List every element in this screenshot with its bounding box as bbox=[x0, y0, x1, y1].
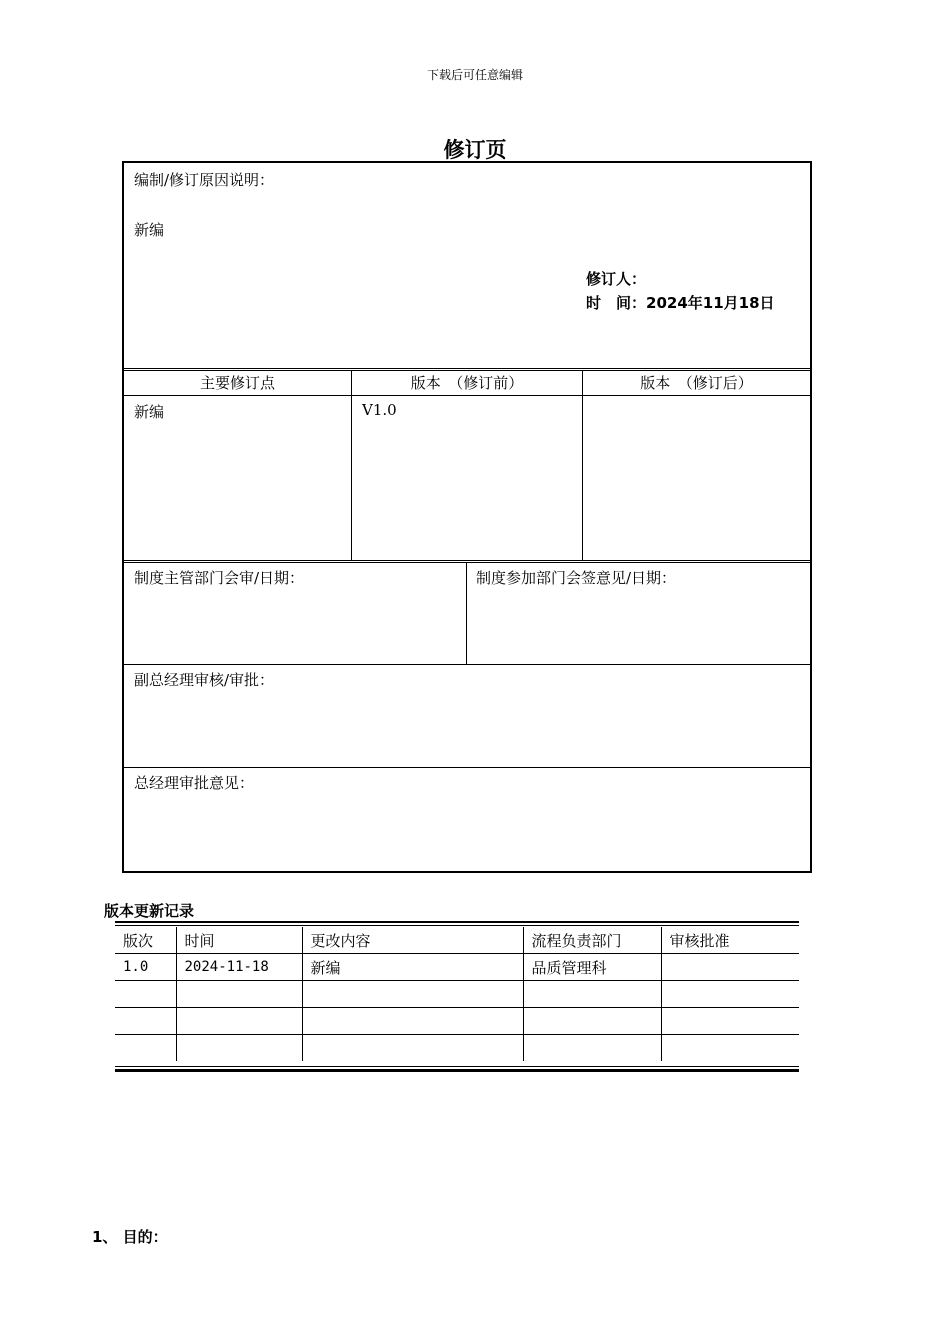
version-record-table bbox=[115, 927, 799, 1061]
time-label: 时 间： bbox=[586, 294, 647, 312]
reason-label: 编制/修订原因说明： bbox=[134, 171, 275, 189]
col-divider bbox=[351, 370, 352, 560]
record-top-border bbox=[115, 921, 799, 926]
table-cell bbox=[302, 1035, 523, 1062]
vice-gm-label: 副总经理审核/审批： bbox=[134, 671, 275, 689]
col-main-points: 主要修订点 bbox=[199, 374, 275, 392]
table-cell bbox=[523, 1008, 661, 1035]
divider bbox=[124, 370, 810, 371]
gm-label: 总经理审批意见： bbox=[134, 774, 255, 792]
table-cell bbox=[661, 1008, 799, 1035]
version-before-value: V1.0 bbox=[362, 401, 397, 419]
table-cell: 1.0 bbox=[115, 954, 176, 981]
reviser-label: 修订人： bbox=[586, 270, 647, 288]
table-cell bbox=[661, 954, 799, 981]
header-cell: 时间 bbox=[176, 927, 302, 954]
dept-sign-label: 制度参加部门会签意见/日期： bbox=[476, 569, 677, 587]
table-cell bbox=[302, 981, 523, 1008]
header-cell: 流程负责部门 bbox=[523, 927, 661, 954]
table-header-row bbox=[115, 927, 799, 954]
table-cell bbox=[115, 981, 176, 1008]
table-cell bbox=[176, 1008, 302, 1035]
divider bbox=[124, 368, 810, 369]
col-divider bbox=[582, 370, 583, 560]
col-version-before: 版本 （修订前） bbox=[410, 374, 524, 392]
divider bbox=[124, 562, 810, 563]
record-bottom-border bbox=[115, 1066, 799, 1072]
divider bbox=[124, 767, 810, 768]
table-row bbox=[115, 981, 799, 1008]
table-cell bbox=[523, 981, 661, 1008]
divider bbox=[124, 395, 810, 396]
purpose-heading: 1、 目的： bbox=[92, 1228, 168, 1246]
revision-time bbox=[586, 292, 775, 313]
table-cell: 新编 bbox=[302, 954, 523, 981]
divider bbox=[124, 664, 810, 665]
main-points-value: 新编 bbox=[134, 403, 165, 421]
record-title: 版本更新记录 bbox=[104, 902, 195, 920]
table-row bbox=[115, 954, 799, 981]
header-cell: 更改内容 bbox=[302, 927, 523, 954]
table-cell bbox=[661, 1035, 799, 1062]
divider bbox=[124, 560, 810, 561]
time-value: 2024年11月18日 bbox=[646, 294, 775, 312]
table-row bbox=[115, 1008, 799, 1035]
table-cell bbox=[302, 1008, 523, 1035]
dept-review-label: 制度主管部门会审/日期： bbox=[134, 569, 305, 587]
revision-form bbox=[122, 161, 812, 873]
table-cell: 2024-11-18 bbox=[176, 954, 302, 981]
table-cell bbox=[115, 1008, 176, 1035]
table-cell bbox=[115, 1035, 176, 1062]
reason-value: 新编 bbox=[134, 221, 165, 239]
col-version-after: 版本 （修订后） bbox=[640, 374, 753, 392]
table-cell bbox=[176, 1035, 302, 1062]
table-row bbox=[115, 1035, 799, 1062]
table-cell bbox=[523, 1035, 661, 1062]
page-title: 修订页 bbox=[443, 138, 507, 162]
col-divider bbox=[466, 562, 467, 664]
table-cell: 品质管理科 bbox=[523, 954, 661, 981]
header-cell: 审核批准 bbox=[661, 927, 799, 954]
header-cell: 版次 bbox=[115, 927, 176, 954]
header-note: 下载后可任意编辑 bbox=[426, 68, 523, 82]
table-cell bbox=[661, 981, 799, 1008]
table-cell bbox=[176, 981, 302, 1008]
